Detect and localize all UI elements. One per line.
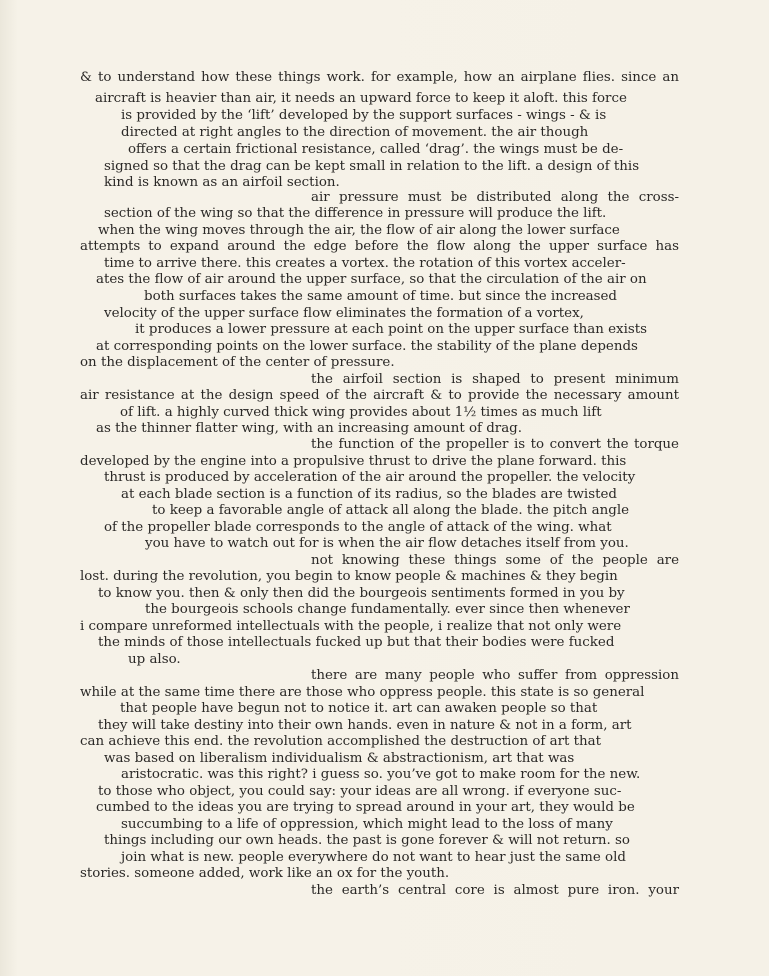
text-line: you have to watch out for is when the air flow detaches itself from you. [145,536,629,551]
text-line: on the displacement of the center of pressure. [80,355,395,370]
text-line: up also. [128,652,181,667]
text-line: the airfoil section is shaped to present minimum [311,372,679,387]
text-line: velocity of the upper surface flow eliminates the formation of a vortex, [104,306,584,321]
text-line: when the wing moves through the air, the flow of air along the lower surface [98,223,620,238]
text-line: to those who object, you could say: your ideas are all wrong. if everyone suc- [98,784,622,799]
text-line: of lift. a highly curved thick wing provides about 1½ times as much lift [120,405,602,420]
text-line: can achieve this end. the revolution accomplished the destruction of art that [80,734,601,749]
text-line: air resistance at the design speed of the aircraft & to provide the necessary amount [80,388,679,403]
text-line: the bourgeois schools change fundamentally. ever since then whenever [145,602,630,617]
text-line: offers a certain frictional resistance, called ‘drag’. the wings must be de- [128,142,624,157]
text-line: the function of the propeller is to convert the torque [311,437,679,452]
text-line: is provided by the ‘lift’ developed by the support surfaces - wings - & is [121,108,607,123]
text-line: air pressure must be distributed along the cross- [311,190,679,205]
text-line: section of the wing so that the difference in pressure will produce the lift. [104,206,607,221]
text-line: the earth’s central core is almost pure iron. your [311,883,679,898]
text-line: directed at right angles to the direction of movement. the air though [121,125,589,140]
text-line: aristocratic. was this right? i guess so. you’ve got to make room for the new. [121,767,641,782]
text-line: thrust is produced by acceleration of the air around the propeller. the velocity [104,470,636,485]
text-line: cumbed to the ideas you are trying to spread around in your art, they would be [96,800,635,815]
text-line: the minds of those intellectuals fucked up but that their bodies were fucked [98,635,615,650]
text-line: not knowing these things some of the people are [311,553,679,568]
text-line: while at the same time there are those who oppress people. this state is so general [80,685,645,700]
text-line: join what is new. people everywhere do not want to hear just the same old [121,850,626,865]
text-line: signed so that the drag can be kept small in relation to the lift. a design of this [104,159,640,174]
text-line: aircraft is heavier than air, it needs an upward force to keep it aloft. this force [95,91,627,106]
text-line: there are many people who suffer from oppression [311,668,679,683]
text-line: & to understand how these things work. for example, how an airplane flies. since an [80,70,679,85]
text-line: it produces a lower pressure at each point on the upper surface than exists [135,322,648,337]
text-line: developed by the engine into a propulsive thrust to drive the plane forward. this [80,454,627,469]
text-line: to know you. then & only then did the bourgeois sentiments formed in you by [98,586,625,601]
text-line: ates the flow of air around the upper surface, so that the circulation of the air on [96,272,647,287]
text-line: of the propeller blade corresponds to the angle of attack of the wing. what [104,520,612,535]
text-line: time to arrive there. this creates a vortex. the rotation of this vortex acceler- [104,256,626,271]
text-line: both surfaces takes the same amount of time. but since the increased [144,289,618,304]
text-line: stories. someone added, work like an ox for the youth. [80,866,450,881]
text-line: as the thinner flatter wing, with an increasing amount of drag. [96,421,523,436]
text-line: that people have begun not to notice it. art can awaken people so that [120,701,598,716]
text-line: was based on liberalism individualism & abstractionism, art that was [104,751,575,766]
text-line: to keep a favorable angle of attack all along the blade. the pitch angle [152,503,630,518]
text-line: things including our own heads. the past is gone forever & will not return. so [104,833,630,848]
text-line: they will take destiny into their own hands. even in nature & not in a form, art [98,718,632,733]
text-line: i compare unreformed intellectuals with the people, i realize that not only were [80,619,622,634]
text-line: attempts to expand around the edge before the flow along the upper surface has [80,239,679,254]
text-line: lost. during the revolution, you begin to know people & machines & they begin [80,569,618,584]
text-line: kind is known as an airfoil section. [104,175,340,190]
text-line: succumbing to a life of oppression, which might lead to the loss of many [121,817,613,832]
text-line: at corresponding points on the lower surface. the stability of the plane depends [96,339,638,354]
text-line: at each blade section is a function of its radius, so the blades are twisted [121,487,617,502]
